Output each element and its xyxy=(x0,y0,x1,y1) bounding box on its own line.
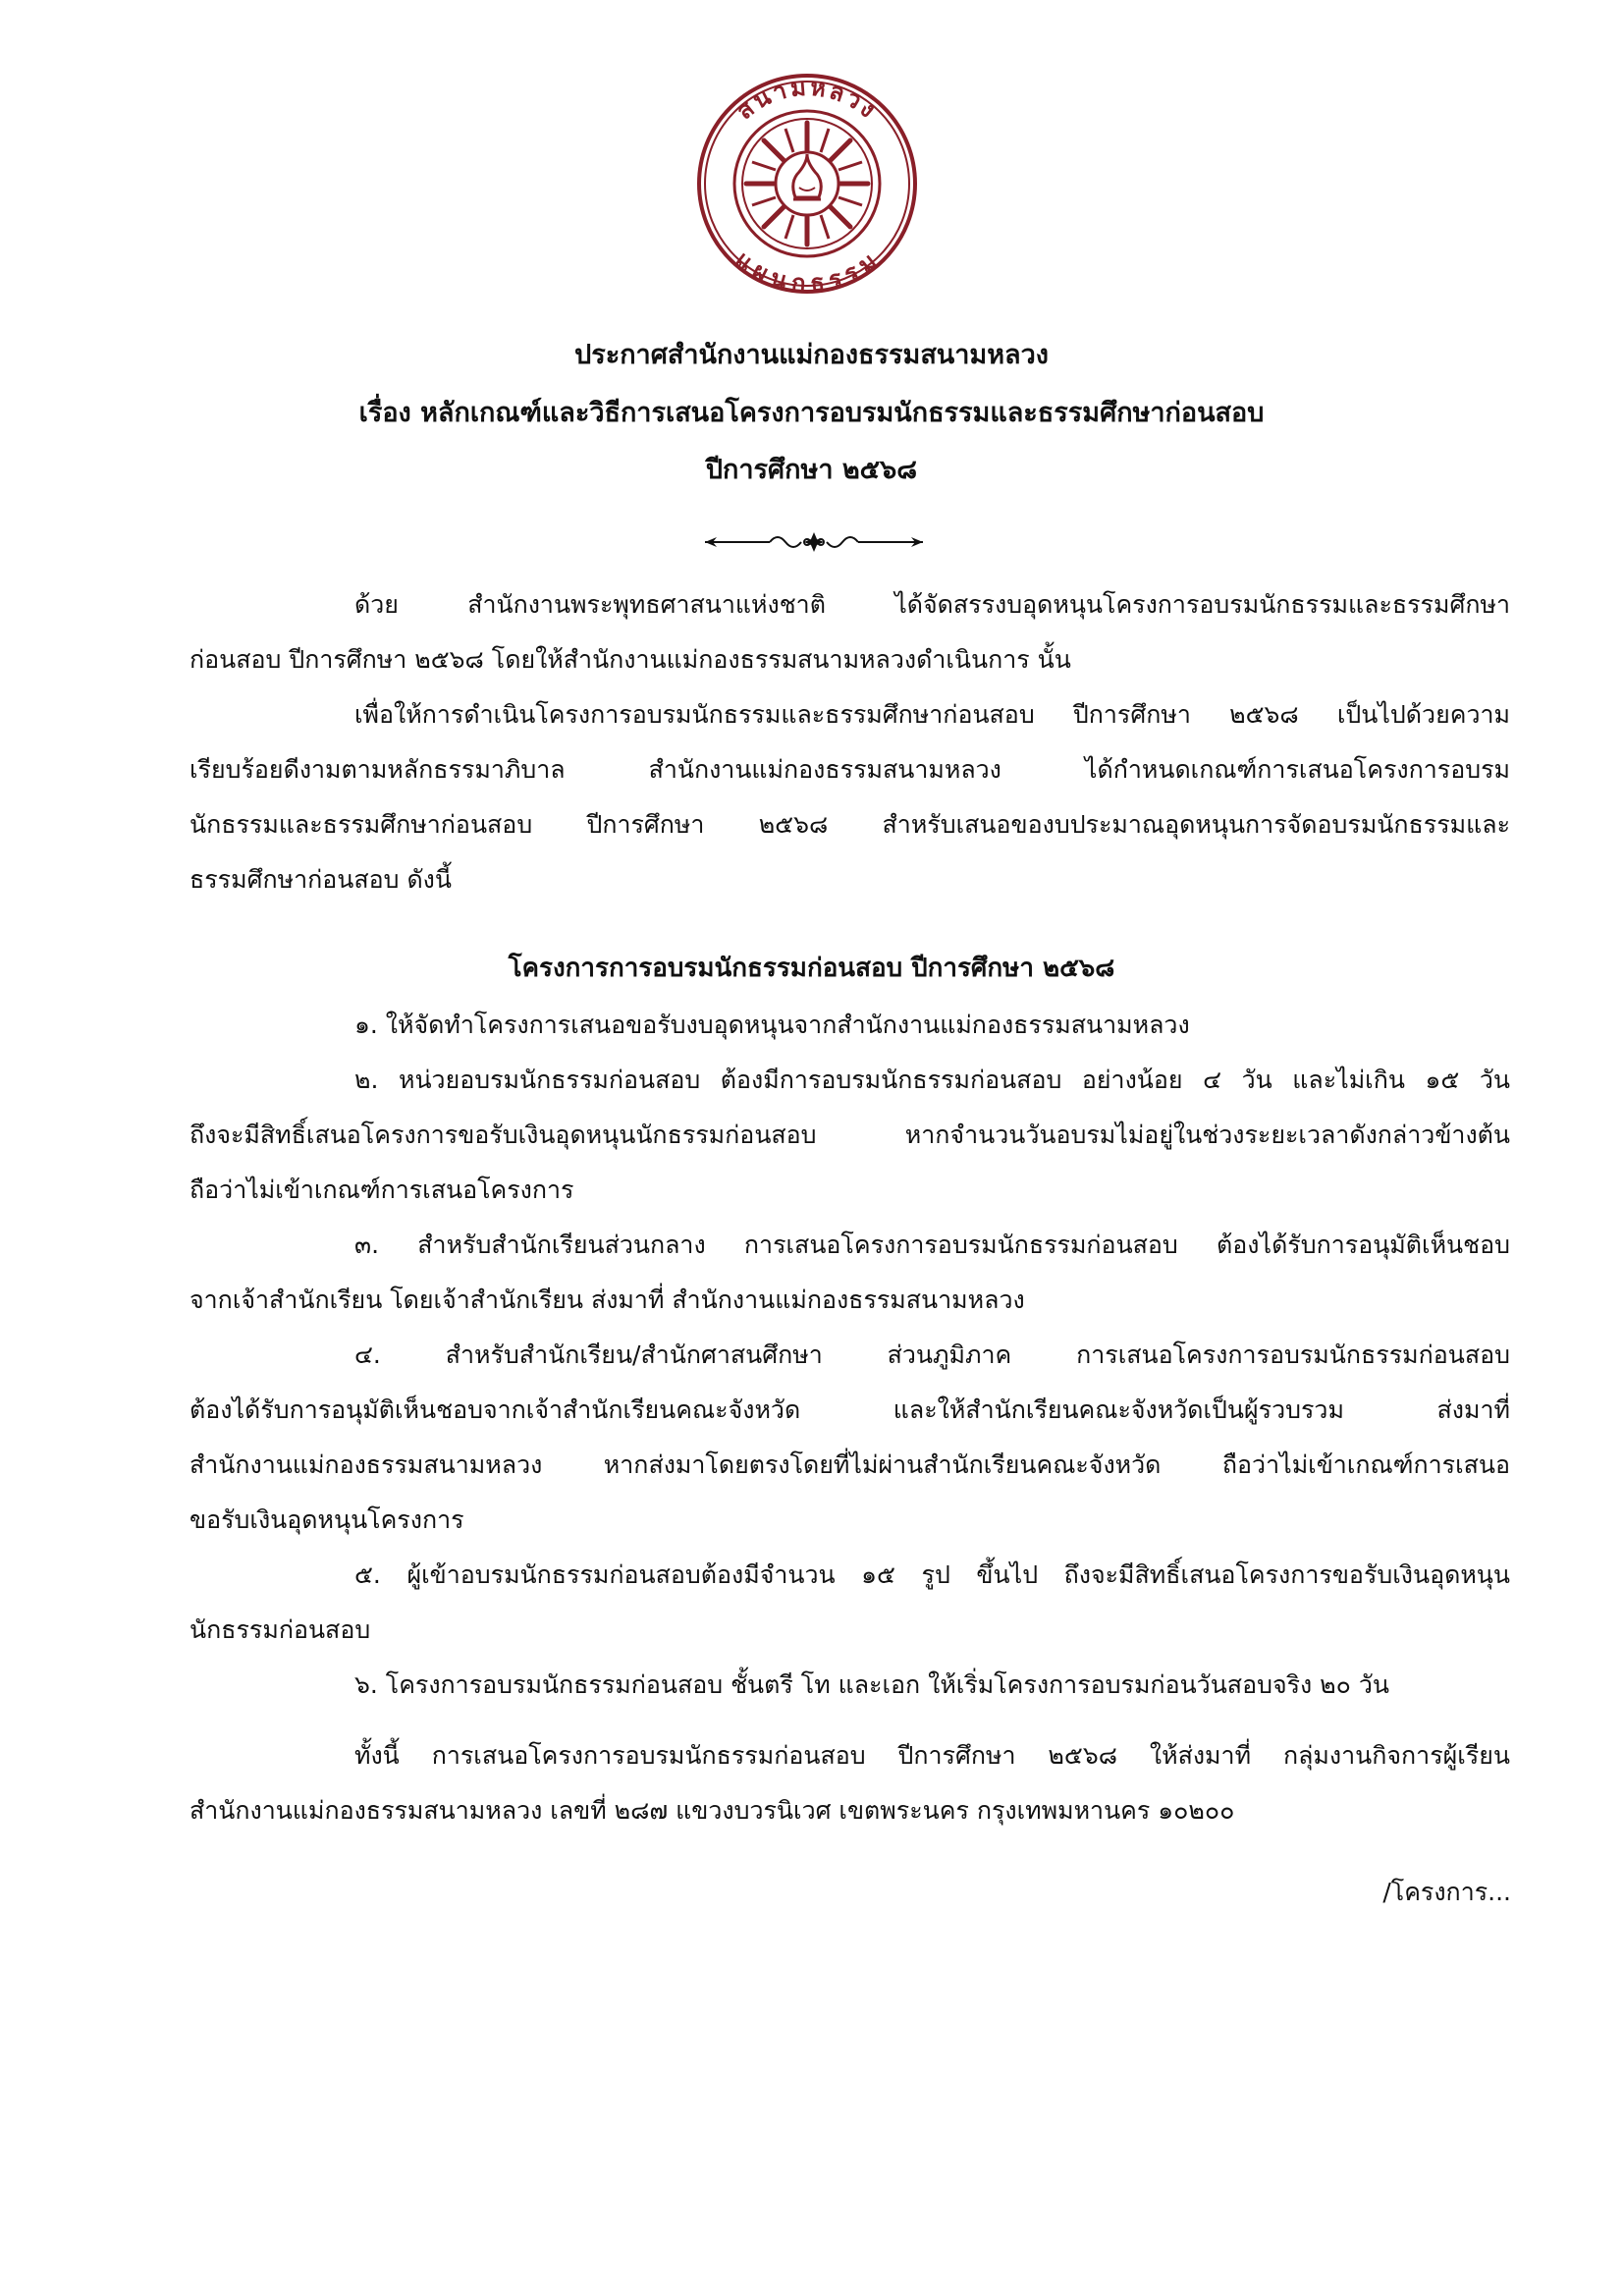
criteria-item-2-line-3: ถือว่าไม่เข้าเกณฑ์การเสนอโครงการ xyxy=(189,1175,574,1204)
criteria-item-1-line-1: ๑. ให้จัดทำโครงการเสนอขอรับงบอุดหนุนจากสำนักงานแม่กองธรรมสนามหลวง xyxy=(354,1011,1190,1039)
announcement-subject: เรื่อง หลักเกณฑ์และวิธีการเสนอโครงการอบรมนักธรรมและธรรมศึกษาก่อนสอบ xyxy=(358,398,1265,428)
continued-on-next-page: /โครงการ... xyxy=(1382,1878,1511,1906)
intro-paragraph-2-line-4: ธรรมศึกษาก่อนสอบ ดังนี้ xyxy=(189,865,452,894)
intro-section xyxy=(189,577,1510,907)
criteria-item-3-line-1: ๓. สำหรับสำนักเรียนส่วนกลาง การเสนอโครงการอบรมนักธรรมก่อนสอบ ต้องได้รับการอนุมัติเห็นชอบ xyxy=(354,1230,1510,1259)
criteria-item-6-line-1: ๖. โครงการอบรมนักธรรมก่อนสอบ ชั้นตรี โท และเอก ให้เริ่มโครงการอบรมก่อนวันสอบจริง ๒๐ วัน xyxy=(354,1670,1389,1699)
intro-paragraph-1-line-1: ด้วย สำนักงานพระพุทธศาสนาแห่งชาติ ได้จัดสรรงบอุดหนุนโครงการอบรมนักธรรมและธรรมศึกษา xyxy=(354,590,1510,619)
ornamental-divider-icon xyxy=(701,528,927,556)
closing-line-1: ทั้งนี้ การเสนอโครงการอบรมนักธรรมก่อนสอบ ปีการศึกษา ๒๕๖๘ ให้ส่งมาที่ กลุ่มงานกิจการผู้เรียน xyxy=(354,1741,1510,1770)
closing-line-2: สำนักงานแม่กองธรรมสนามหลวง เลขที่ ๒๘๗ แขวงบวรนิเวศ เขตพระนคร กรุงเทพมหานคร ๑๐๒๐๐ xyxy=(189,1796,1235,1825)
criteria-list xyxy=(189,998,1510,1713)
criteria-item-4-line-3: สำนักงานแม่กองธรรมสนามหลวง หากส่งมาโดยตรงโดยที่ไม่ผ่านสำนักเรียนคณะจังหวัด ถือว่าไม่เข้าเกณฑ์การเสนอ xyxy=(189,1450,1510,1479)
academic-year-heading: ปีการศึกษา ๒๕๖๘ xyxy=(705,455,918,485)
criteria-item-2-line-1: ๒. หน่วยอบรมนักธรรมก่อนสอบ ต้องมีการอบรมนักธรรมก่อนสอบ อย่างน้อย ๔ วัน และไม่เกิน ๑๕ วัน xyxy=(354,1066,1510,1094)
section-title: โครงการการอบรมนักธรรมก่อนสอบ ปีการศึกษา ๒๕๖๘ xyxy=(508,954,1115,983)
criteria-item-4-line-1: ๔. สำหรับสำนักเรียน/สำนักศาสนศึกษา ส่วนภูมิภาค การเสนอโครงการอบรมนักธรรมก่อนสอบ xyxy=(354,1340,1510,1369)
intro-paragraph-2-line-2: เรียบร้อยดีงามตามหลักธรรมาภิบาล สำนักงานแม่กองธรรมสนามหลวง ได้กำหนดเกณฑ์การเสนอโครงการอบรม xyxy=(189,755,1510,784)
intro-paragraph-2-line-1: เพื่อให้การดำเนินโครงการอบรมนักธรรมและธรรมศึกษาก่อนสอบ ปีการศึกษา ๒๕๖๘ เป็นไปด้วยความ xyxy=(354,700,1510,729)
intro-paragraph-2-line-3: นักธรรมและธรรมศึกษาก่อนสอบ ปีการศึกษา ๒๕๖๘ สำหรับเสนอของบประมาณอุดหนุนการจัดอบรมนักธรรมและ xyxy=(189,810,1510,839)
seal-bottom-text: แผนกธรรม xyxy=(730,246,885,296)
criteria-item-5-line-2: นักธรรมก่อนสอบ xyxy=(189,1615,371,1644)
closing-section xyxy=(189,1728,1510,1838)
criteria-item-4-line-2: ต้องได้รับการอนุมัติเห็นชอบจากเจ้าสำนักเรียนคณะจังหวัด และให้สำนักเรียนคณะจังหวัดเป็นผู้รวบรวม ส่งมาที่ xyxy=(189,1395,1510,1424)
seal-top-text: สนามหลวง xyxy=(730,73,884,126)
criteria-item-4-line-4: ขอรับเงินอุดหนุนโครงการ xyxy=(189,1505,464,1534)
svg-text:สนามหลวง xyxy=(731,74,884,126)
intro-paragraph-1-line-2: ก่อนสอบ ปีการศึกษา ๒๕๖๘ โดยให้สำนักงานแม่กองธรรมสนามหลวงดำเนินการ นั้น xyxy=(189,645,1071,674)
sanam-luang-seal-logo xyxy=(695,72,919,296)
criteria-item-2-line-2: ถึงจะมีสิทธิ์เสนอโครงการขอรับเงินอุดหนุนนักธรรมก่อนสอบ หากจำนวนวันอบรมไม่อยู่ในช่วงระยะเวลาดังกล่าวข้างต้น xyxy=(189,1121,1510,1149)
criteria-item-5-line-1: ๕. ผู้เข้าอบรมนักธรรมก่อนสอบต้องมีจำนวน ๑๕ รูป ขึ้นไป ถึงจะมีสิทธิ์เสนอโครงการขอรับเงินอุดหนุน xyxy=(354,1560,1510,1589)
announcement-title: ประกาศสำนักงานแม่กองธรรมสนามหลวง xyxy=(574,340,1049,370)
criteria-item-3-line-2: จากเจ้าสำนักเรียน โดยเจ้าสำนักเรียน ส่งมาที่ สำนักงานแม่กองธรรมสนามหลวง xyxy=(189,1285,1025,1314)
